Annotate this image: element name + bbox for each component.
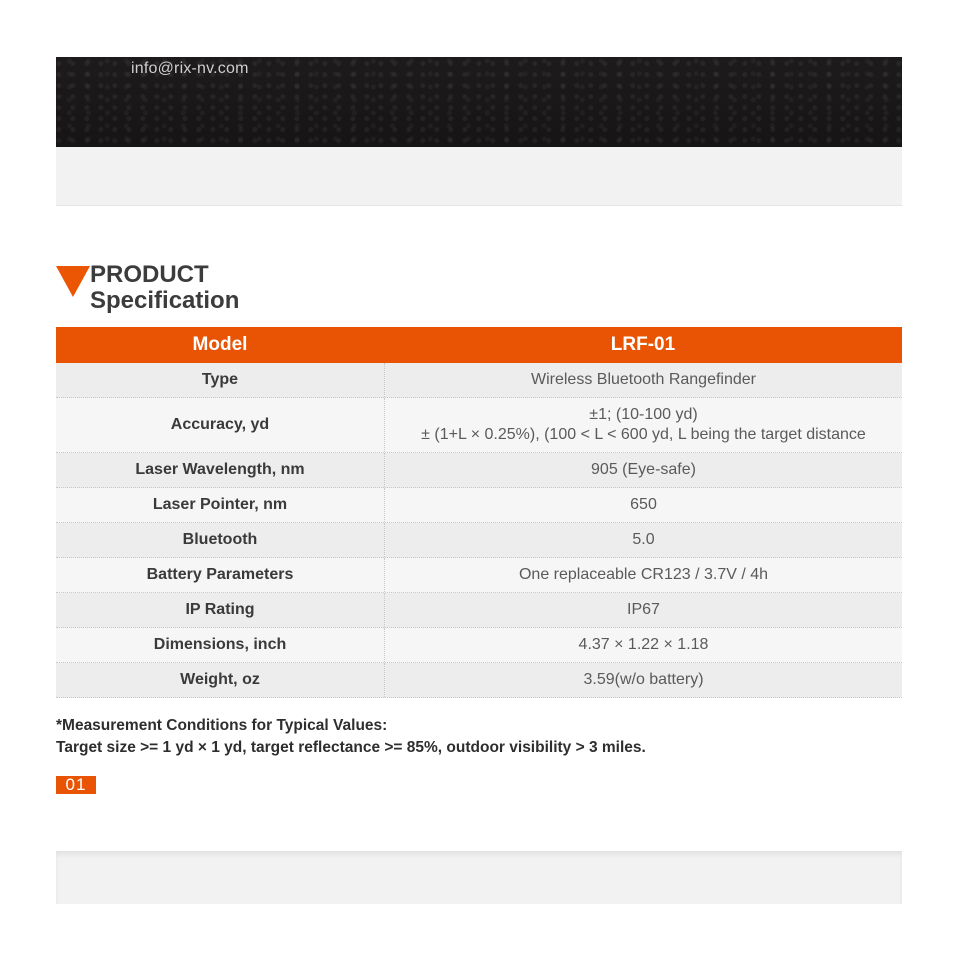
row-label: Bluetooth	[182, 531, 258, 548]
table-row	[56, 593, 902, 628]
grey-band-top	[56, 147, 902, 206]
contact-email[interactable]: info@rix-nv.com	[131, 60, 249, 77]
table-body	[56, 363, 902, 698]
heading-line-2: Specification	[90, 287, 240, 314]
grey-band-bottom	[56, 851, 902, 904]
row-value: 650	[384, 488, 902, 522]
row-label: Type	[201, 371, 239, 388]
note-text: Target size >= 1 yd × 1 yd, target reflectance >= 85%, outdoor visibility > 3 miles.	[56, 739, 646, 756]
table-row	[56, 523, 902, 558]
row-value: 3.59(w/o battery)	[384, 663, 902, 697]
spec-table	[56, 327, 902, 698]
table-row	[56, 363, 902, 398]
section-heading	[56, 262, 356, 318]
row-label: IP Rating	[185, 601, 255, 618]
note-title: *Measurement Conditions for Typical Values:	[56, 717, 388, 734]
table-row	[56, 663, 902, 698]
row-value: 905 (Eye-safe)	[384, 453, 902, 487]
heading-line-1: PRODUCT	[90, 261, 209, 288]
table-row	[56, 453, 902, 488]
header-model-label: Model	[192, 334, 248, 355]
row-label: Dimensions, inch	[153, 636, 287, 653]
row-value: One replaceable CR123 / 3.7V / 4h	[384, 558, 902, 592]
header-model-value: LRF-01	[610, 334, 676, 355]
row-label: Weight, oz	[180, 671, 260, 688]
row-value: ±1; (10-100 yd) ± (1+L × 0.25%), (100 < L < 600 yd, L being the target distance	[384, 398, 902, 452]
table-row	[56, 628, 902, 663]
row-label: Laser Wavelength, nm	[135, 461, 305, 478]
table-row	[56, 398, 902, 453]
top-banner	[56, 57, 902, 147]
row-label: Laser Pointer, nm	[152, 496, 288, 513]
page-number: 01	[56, 776, 96, 794]
row-label: Battery Parameters	[146, 566, 294, 583]
row-value: 5.0	[384, 523, 902, 557]
table-row	[56, 558, 902, 593]
measurement-note	[56, 715, 902, 759]
row-value: Wireless Bluetooth Rangefinder	[384, 363, 902, 397]
table-row	[56, 488, 902, 523]
row-value: 4.37 × 1.22 × 1.18	[384, 628, 902, 662]
row-label: Accuracy, yd	[170, 416, 270, 433]
row-value: IP67	[384, 593, 902, 627]
spec-page	[56, 0, 902, 958]
triangle-marker-icon	[56, 266, 90, 297]
table-header	[56, 327, 902, 363]
